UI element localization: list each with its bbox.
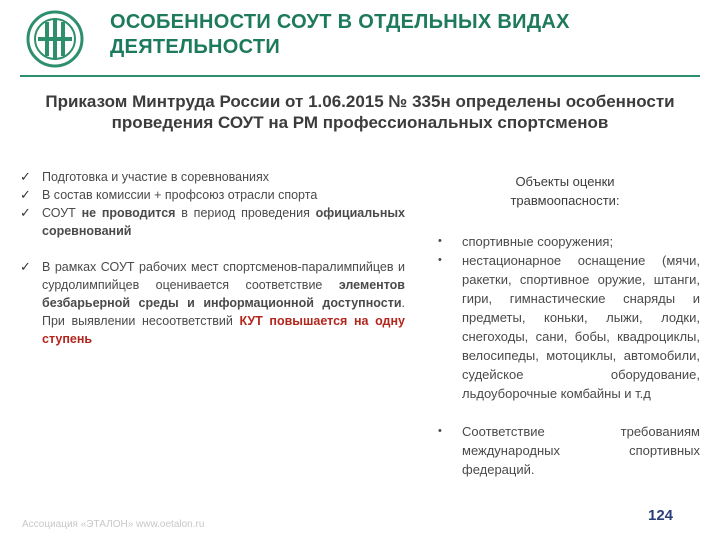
checkmark-icon: ✓ bbox=[20, 169, 31, 184]
list-item-text: спортивные сооружения; bbox=[462, 234, 614, 249]
list-item-text: нестационарное оснащение (мячи, ракетки, спортивное оружие, штанги, гири, гимнастические снаряды и предметы, коньки, лыжи, лодки, снегоходы, сани, бобы, квадроциклы, велосипеды, мотоциклы, автомобили, судейское оборудование, льдоуборочные комбайны и т.д bbox=[462, 253, 700, 401]
check-item-text: В состав комиссии + профсоюз отрасли спорта bbox=[42, 188, 318, 202]
check-item-text: СОУТ не проводится в период проведения официальных соревнований bbox=[42, 206, 406, 238]
check-item bbox=[20, 168, 405, 186]
header-divider bbox=[20, 75, 700, 77]
objects-list bbox=[438, 232, 700, 479]
list-item-text: Соответствие требованиям международных спортивных федераций. bbox=[462, 424, 700, 477]
bullet-icon: • bbox=[438, 254, 442, 266]
check-item bbox=[20, 186, 405, 204]
list-item bbox=[438, 422, 700, 479]
check-item-text: Подготовка и участие в соревнованиях bbox=[42, 170, 270, 184]
checklist bbox=[20, 168, 405, 348]
etalon-logo-icon bbox=[20, 8, 90, 70]
page-number: 124 bbox=[648, 507, 674, 524]
check-item bbox=[20, 258, 405, 348]
objects-heading: Объекты оценки травмоопасности: bbox=[510, 174, 620, 208]
check-item bbox=[20, 204, 405, 240]
intro-text: Приказом Минтруда России от 1.06.2015 № 335н определены особенности проведения СОУТ на РМ профессиональных спортсменов bbox=[45, 92, 675, 132]
checkmark-icon: ✓ bbox=[20, 187, 31, 202]
list-item bbox=[438, 232, 700, 251]
bullet-icon: • bbox=[438, 425, 442, 437]
footer-watermark: Ассоциация «ЭТАЛОН» www.oetalon.ru bbox=[22, 519, 205, 530]
checkmark-icon: ✓ bbox=[20, 259, 31, 274]
list-item bbox=[438, 251, 700, 403]
check-item-text: В рамках СОУТ рабочих мест спортсменов-паралимпийцев и сурдолимпийцев оценивается соответствие элементов безбарьерной среды и информационной доступности. При выявлении несоответствий КУТ повышается на одну ступень bbox=[42, 260, 405, 346]
bullet-icon: • bbox=[438, 235, 442, 247]
page-title: ОСОБЕННОСТИ СОУТ В ОТДЕЛЬНЫХ ВИДАХ ДЕЯТЕЛЬНОСТИ bbox=[110, 11, 570, 58]
checkmark-icon: ✓ bbox=[20, 205, 31, 220]
